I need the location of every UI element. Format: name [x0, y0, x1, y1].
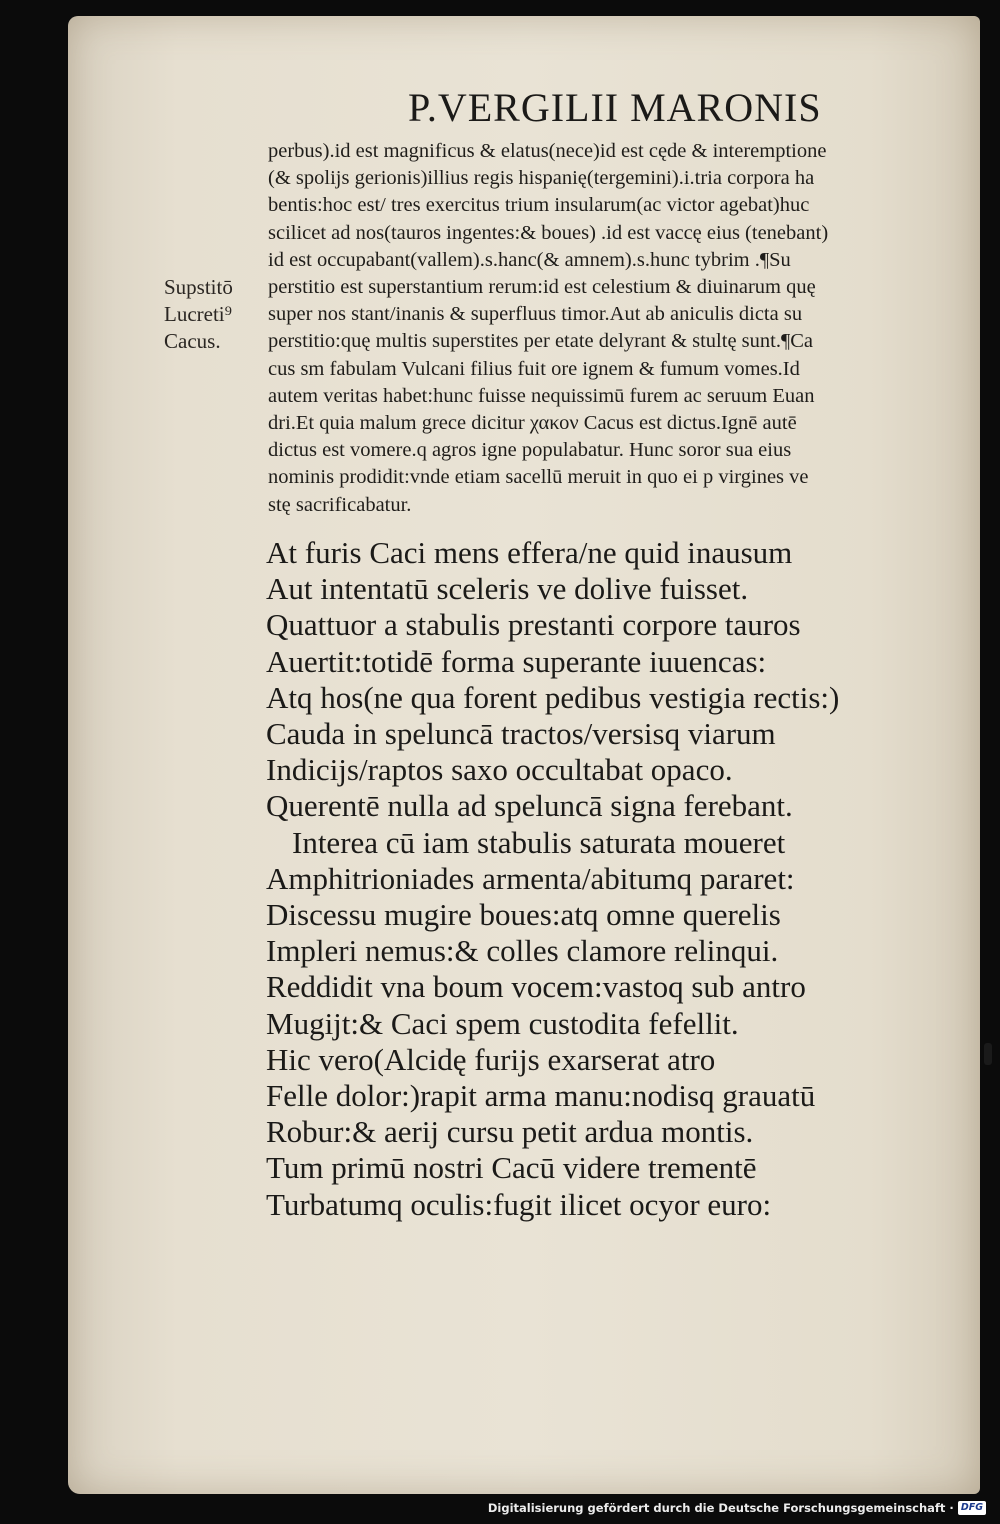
dfg-logo: DFG — [958, 1501, 986, 1515]
verse-line: Quattuor a stabulis prestanti corpore tauros — [266, 607, 801, 643]
commentary-line: autem veritas habet:hunc fuisse nequissimū furem ac seruum Euan — [268, 384, 815, 407]
running-head: P.VERGILII MARONIS — [408, 85, 822, 130]
commentary-line: nominis prodidit:vnde etiam sacellū meruit in quo ei p virgines ve — [268, 466, 809, 489]
margin-note-cacus: Cacus. — [164, 329, 221, 354]
page-edge-mark — [984, 1043, 992, 1065]
verse-line: At furis Caci mens effera/ne quid inausum — [266, 535, 793, 570]
verse-line: Cauda in speluncā tractos/versisq viarum — [266, 716, 776, 752]
margin-note-lucretius: Lucreti⁹ — [164, 302, 232, 327]
commentary-line: scilicet ad nos(tauros ingentes:& boues) .id est vaccę eius (tenebant) — [268, 221, 829, 244]
verse-line: Turbatumq oculis:fugit ilicet ocyor euro: — [266, 1186, 772, 1222]
commentary-line: perbus).id est magnificus & elatus(nece)id est cęde & interemptione — [268, 140, 827, 162]
margin-note-superstitio: Supstitō — [164, 275, 233, 299]
verse-line: Aut intentatū sceleris ve dolive fuisset. — [266, 571, 749, 607]
commentary-line: (& spolijs gerionis)illius regis hispanię(tergemini).i.tria corpora ha — [268, 167, 815, 190]
verse-line: Querentē nulla ad speluncā signa ferebant. — [266, 788, 793, 824]
commentary-line: perstitio:quę multis superstites per etate delyrant & stultę sunt.¶Ca — [268, 330, 814, 353]
verse-line: Mugijt:& Caci spem custodita fefellit. — [266, 1005, 739, 1041]
verse-line: Interea cū iam stabulis saturata moueret — [292, 824, 786, 860]
commentary-block — [268, 138, 958, 519]
verse-line: Reddidit vna boum vocem:vastoq sub antro — [266, 969, 806, 1005]
verse-line: Impleri nemus:& colles clamore relinqui. — [266, 933, 779, 969]
verse-line: Auertit:totidē forma superante iuuencas: — [266, 643, 767, 679]
commentary-line: perstitio est superstantium rerum:id est celestium & diuinarum quę — [268, 276, 816, 299]
commentary-line: super nos stant/inanis & superfluus timor.Aut ab aniculis dicta su — [268, 303, 803, 326]
verse-line: Hic vero(Alcidę furijs exarserat atro — [266, 1041, 716, 1077]
commentary-line: dictus est vomere.q agros igne populabatur. Hunc soror sua eius — [268, 439, 792, 462]
verse-line: Robur:& aerij cursu petit ardua montis. — [266, 1114, 754, 1150]
verse-block — [266, 535, 966, 1223]
verse-line: Felle dolor:)rapit arma manu:nodisq grauatū — [266, 1078, 816, 1114]
verse-line: Atq hos(ne qua forent pedibus vestigia rectis:) — [266, 679, 840, 715]
credit-text: Digitalisierung gefördert durch die Deutsche Forschungsgemeinschaft · — [487, 1501, 954, 1515]
verse-line: Amphitrioniades armenta/abitumq pararet: — [266, 860, 795, 896]
verse-line: Discessu mugire boues:atq omne querelis — [266, 897, 781, 933]
verse-line: Tum primū nostri Cacū videre trementē — [266, 1150, 757, 1186]
margin-notes — [164, 274, 264, 356]
commentary-line: cus sm fabulam Vulcani filius fuit ore ignem & fumum vomes.Id — [268, 357, 800, 380]
digitization-credit — [488, 1498, 986, 1518]
commentary-line: dri.Et quia malum grece dicitur χακον Cacus est dictus.Ignē autē — [268, 412, 797, 435]
commentary-line: id est occupabant(vallem).s.hanc(& amnem).s.hunc tybrim .¶Su — [268, 248, 791, 271]
commentary-line: bentis:hoc est/ tres exercitus trium insularum(ac victor agebat)huc — [268, 194, 810, 217]
commentary-line: stę sacrificabatur. — [268, 493, 412, 516]
verse-line: Indicijs/raptos saxo occultabat opaco. — [266, 752, 733, 788]
